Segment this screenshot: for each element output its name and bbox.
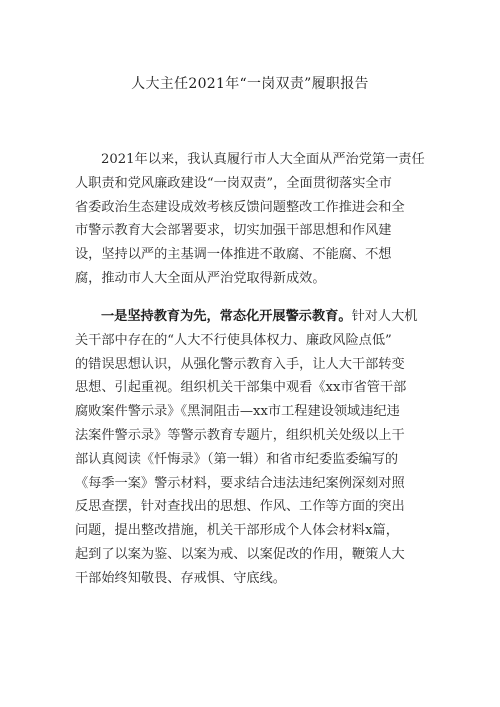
paragraph-2-lead: 一是坚持教育为先，常态化开展警示教育。 xyxy=(101,309,352,324)
paragraph-2-line: 问题，提出整改措施，机关干部形成个人体会材料x篇， xyxy=(75,523,399,539)
paragraph-2-line: 《每季一案》警示材料，要求结合违法违纪案例深刻对照 xyxy=(75,475,405,491)
paragraph-1-line: 市警示教育大会部署要求，切实加强干部思想和作风建 xyxy=(75,223,392,239)
paragraph-2-line: 起到了以案为鉴、以案为戒、以案促改的作用，鞭策人大 xyxy=(75,546,405,562)
paragraph-2-line: 的错误思想认识，从强化警示教育入手，让人大干部转变 xyxy=(75,356,405,372)
paragraph-1-line: 省委政治生态建设成效考核反馈问题整改工作推进会和全 xyxy=(75,199,405,215)
paragraph-2-first-line: 一是坚持教育为先，常态化开展警示教育。针对人大机 xyxy=(101,309,418,324)
paragraph-2-line: 关干部中存在的“人大不行使具体权力、廉政风险点低” xyxy=(75,332,392,348)
paragraph-1-line: 设，坚持以严的主基调一体推进不敢腐、不能腐、不想 xyxy=(75,247,392,263)
paragraph-2-line: 部认真阅读《忏悔录》（第一辑）和省市纪委监委编写的 xyxy=(75,451,399,467)
paragraph-1-line: 人职责和党风廉政建设“一岗双责”，全面贯彻落实全市 xyxy=(75,175,392,191)
paragraph-2-line: 法案件警示录》等警示教育专题片，组织机关处级以上干 xyxy=(75,427,405,443)
paragraph-1 xyxy=(75,148,427,291)
paragraph-2-line: 思想、引起重视。组织机关干部集中观看《xx市省管干部 xyxy=(75,380,407,396)
paragraph-2-line: 腐败案件警示录》《黑洞阻击—xx市工程建设领域违纪违 xyxy=(75,404,400,420)
paragraph-1-line: 腐，推动市人大全面从严治党取得新成效。 xyxy=(75,270,326,286)
paragraph-2-line: 反思查摆，针对查找出的思想、作风、工作等方面的突出 xyxy=(75,499,405,515)
paragraph-1-line: 2021年以来，我认真履行市人大全面从严治党第一责任 xyxy=(101,152,425,167)
paragraph-2 xyxy=(75,305,427,591)
document-title: 人大主任2021年“一岗双责”履职报告 xyxy=(131,76,369,92)
paragraph-2-line: 干部始终知敬畏、存戒惧、守底线。 xyxy=(75,570,286,586)
